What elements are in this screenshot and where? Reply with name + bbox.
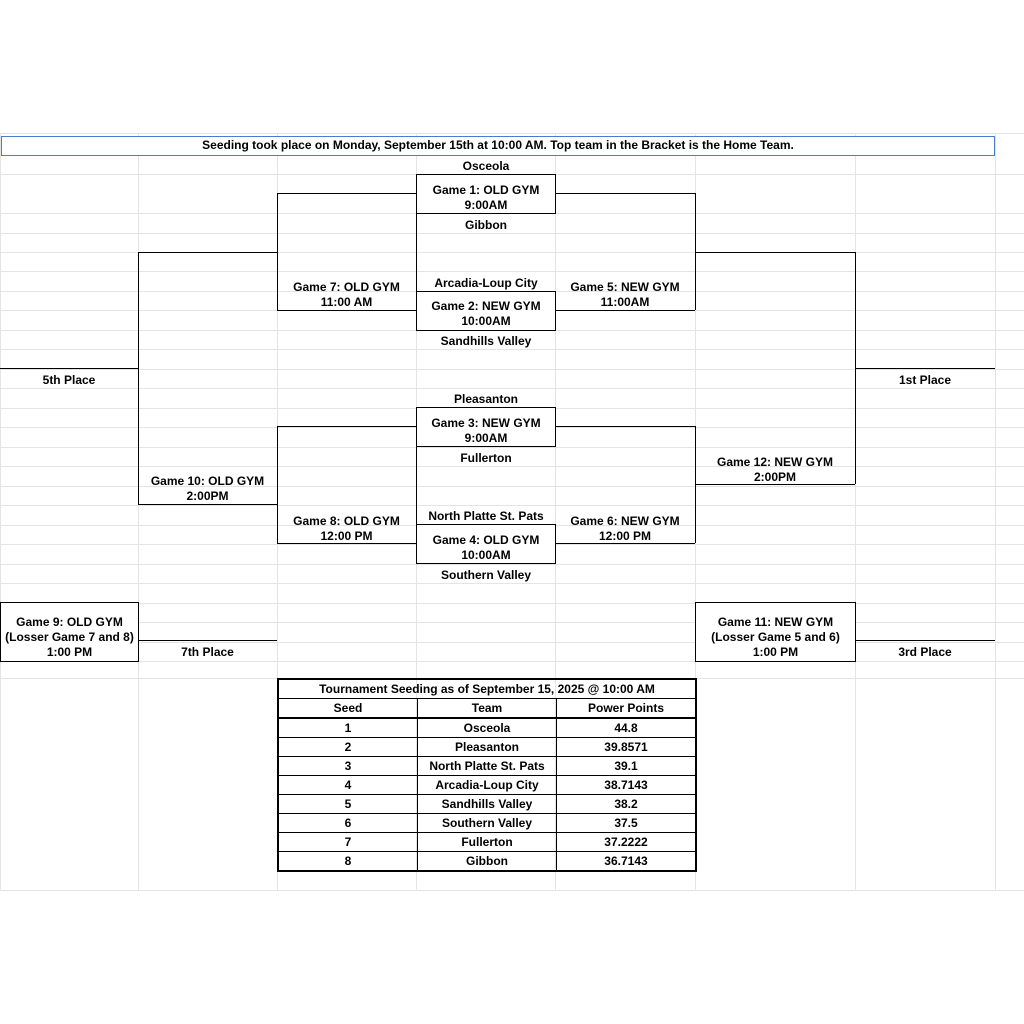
team-southern-valley: Southern Valley xyxy=(440,568,532,582)
seed-cell: 5 xyxy=(278,795,418,814)
seed-cell: 4 xyxy=(278,776,418,795)
team-north-platte: North Platte St. Pats xyxy=(428,509,544,523)
game-11-label: Game 11: NEW GYM (Losser Game 5 and 6) 1:00 PM xyxy=(711,615,840,659)
game-6-label: Game 6: NEW GYM 12:00 PM xyxy=(570,514,680,543)
team-gibbon: Gibbon xyxy=(465,218,507,232)
seed-cell: 7 xyxy=(278,833,418,852)
seed-cell: 2 xyxy=(278,738,418,757)
team-cell: Arcadia-Loup City xyxy=(418,776,557,795)
col-header-team: Team xyxy=(418,699,557,719)
game-10-label: Game 10: OLD GYM 2:00PM xyxy=(150,474,265,503)
table-row xyxy=(278,718,696,738)
points-cell: 36.7143 xyxy=(557,852,697,872)
col-header-power-points: Power Points xyxy=(557,699,697,719)
table-row xyxy=(278,795,696,814)
seeding-table xyxy=(277,678,697,872)
game-8-label: Game 8: OLD GYM 12:00 PM xyxy=(293,514,400,543)
game-9-label: Game 9: OLD GYM (Losser Game 7 and 8) 1:00 PM xyxy=(5,615,134,659)
seed-cell: 6 xyxy=(278,814,418,833)
game-1-label: Game 1: OLD GYM 9:00AM xyxy=(432,183,540,212)
points-cell: 37.5 xyxy=(557,814,697,833)
table-row xyxy=(278,814,696,833)
points-cell: 39.1 xyxy=(557,757,697,776)
team-fullerton: Fullerton xyxy=(460,451,512,465)
table-row xyxy=(278,776,696,795)
seed-cell: 8 xyxy=(278,852,418,872)
col-header-seed: Seed xyxy=(278,699,418,719)
team-cell: Gibbon xyxy=(418,852,557,872)
game-3-label: Game 3: NEW GYM 9:00AM xyxy=(431,416,541,445)
team-cell: Sandhills Valley xyxy=(418,795,557,814)
team-cell: Pleasanton xyxy=(418,738,557,757)
team-sandhills: Sandhills Valley xyxy=(440,334,532,348)
seventh-place-label: 7th Place xyxy=(181,645,234,659)
team-cell: Osceola xyxy=(418,718,557,738)
game-12-label: Game 12: NEW GYM 2:00PM xyxy=(716,455,834,484)
seed-cell: 1 xyxy=(278,718,418,738)
fifth-place-label: 5th Place xyxy=(42,373,96,387)
seeding-note: Seeding took place on Monday, September 15th at 10:00 AM. Top team in the Bracket is the Home Team. xyxy=(202,138,794,152)
table-row xyxy=(278,757,696,776)
third-place-label: 3rd Place xyxy=(898,645,952,659)
game-4-label: Game 4: OLD GYM 10:00AM xyxy=(432,533,540,562)
team-arcadia: Arcadia-Loup City xyxy=(434,276,538,290)
table-row xyxy=(278,833,696,852)
points-cell: 44.8 xyxy=(557,718,697,738)
team-cell: North Platte St. Pats xyxy=(418,757,557,776)
team-pleasanton: Pleasanton xyxy=(453,392,519,406)
team-osceola: Osceola xyxy=(462,159,510,173)
points-cell: 37.2222 xyxy=(557,833,697,852)
team-cell: Fullerton xyxy=(418,833,557,852)
game-7-label: Game 7: OLD GYM 11:00 AM xyxy=(293,280,400,309)
points-cell: 39.8571 xyxy=(557,738,697,757)
points-cell: 38.2 xyxy=(557,795,697,814)
table-row xyxy=(278,738,696,757)
points-cell: 38.7143 xyxy=(557,776,697,795)
table-row xyxy=(278,852,696,872)
seed-cell: 3 xyxy=(278,757,418,776)
seeding-table-title: Tournament Seeding as of September 15, 2025 @ 10:00 AM xyxy=(278,679,696,699)
game-5-label: Game 5: NEW GYM 11:00AM xyxy=(570,280,680,309)
team-cell: Southern Valley xyxy=(418,814,557,833)
game-2-label: Game 2: NEW GYM 10:00AM xyxy=(431,299,541,328)
first-place-label: 1st Place xyxy=(898,373,952,387)
